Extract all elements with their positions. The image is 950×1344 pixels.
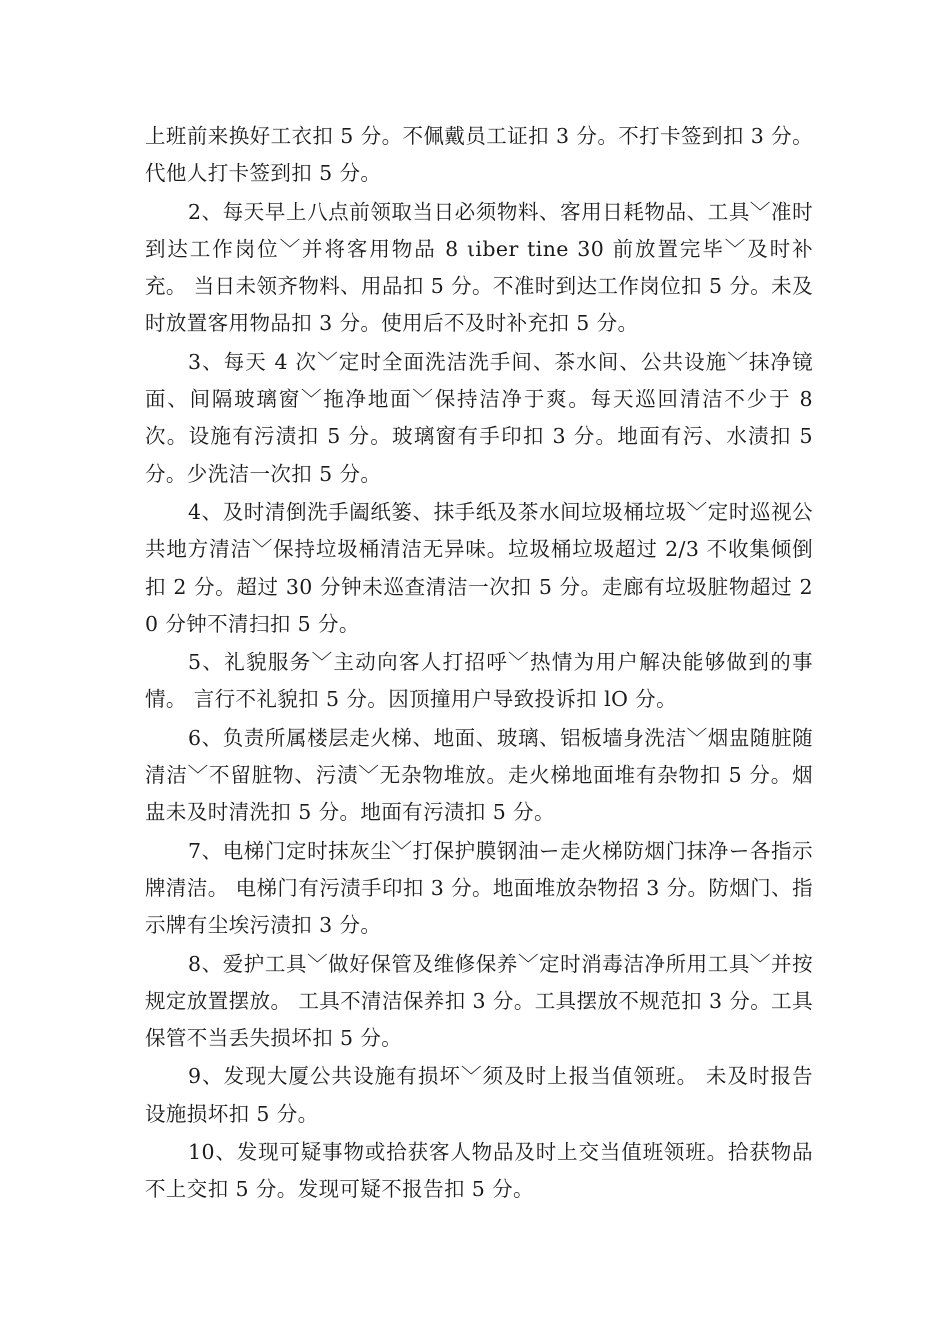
paragraph-item-6-floors: 6、负责所属楼层走火梯、地面、玻璃、铝板墙身洗洁﹀烟盅随脏随清洁﹀不留脏物、污渍﹀无杂物堆放。走火梯地面堆有杂物扣 5 分。烟盅未及时清洗扣 5 分。地面有污渍扣 5 分。 [145, 725, 813, 825]
paragraph-item-4-trash: 4、及时清倒洗手阖纸篓、抹手纸及茶水间垃圾桶垃圾﹀定时巡视公共地方清洁﹀保持垃圾桶清洁无异味。垃圾桶垃圾超过 2/3 不收集倾倒扣 2 分。超过 30 分钟未巡查清洁一次扣 5 分。走廊有垃圾脏物超过 20 分钟不清扫扣 5 分。 [145, 499, 813, 636]
paragraph-item-8-tools: 8、爱护工具﹀做好保管及维修保养﹀定时消毒洁净所用工具﹀并按规定放置摆放。 工具不清洁保养扣 3 分。工具摆放不规范扣 3 分。工具保管不当丢失损坏扣 5 分。 [145, 951, 813, 1051]
paragraph-item-2-supplies: 2、每天早上八点前领取当日必须物料、客用日耗物品、工具﹀准时到达工作岗位﹀并将客用物品 8 ιiber tine 30 前放置完毕﹀及时补充。 当日未领齐物料、用品扣 5 分。不准时到达工作岗位扣 5 分。未及时放置客用物品扣 3 分。使用后不及时补充扣 5 分。 [145, 199, 813, 336]
paragraph-item-10-lost-items: 10、发现可疑事物或拾获客人物品及时上交当值班领班。拾获物品不上交扣 5 分。发现可疑不报告扣 5 分。 [145, 1140, 813, 1202]
paragraph-item-5-courtesy: 5、礼貌服务﹀主动向客人打招呼﹀热情为用户解决能够做到的事情。 言行不礼貌扣 5 分。因顶撞用户导致投诉扣 lO 分。 [145, 650, 813, 712]
paragraph-late-uniform-penalties: 上班前来换好工衣扣 5 分。不佩戴员工证扣 3 分。不打卡签到扣 3 分。代他人打卡签到扣 5 分。 [145, 124, 813, 186]
paragraph-item-7-elevators: 7、电梯门定时抹灰尘﹀打保护膜钢油ー走火梯防烟门抹净ー各指示牌清洁。 电梯门有污渍手印扣 3 分。地面堆放杂物招 3 分。防烟门、指示牌有尘埃污渍扣 3 分。 [145, 838, 813, 938]
paragraph-item-9-facilities: 9、发现大厦公共设施有损坏﹀须及时上报当值领班。 未及时报告设施损坏扣 5 分。 [145, 1064, 813, 1126]
document-body [145, 118, 813, 1210]
paragraph-item-3-cleaning: 3、每天 4 次﹀定时全面洗洁洗手间、茶水间、公共设施﹀抹净镜面、间隔玻璃窗﹀拖净地面﹀保持洁净于爽。每天巡回清洁不少于 8 次。设施有污渍扣 5 分。玻璃窗有手印扣 3 分。地面有污、水渍扣 5 分。少洗洁一次扣 5 分。 [145, 349, 813, 486]
